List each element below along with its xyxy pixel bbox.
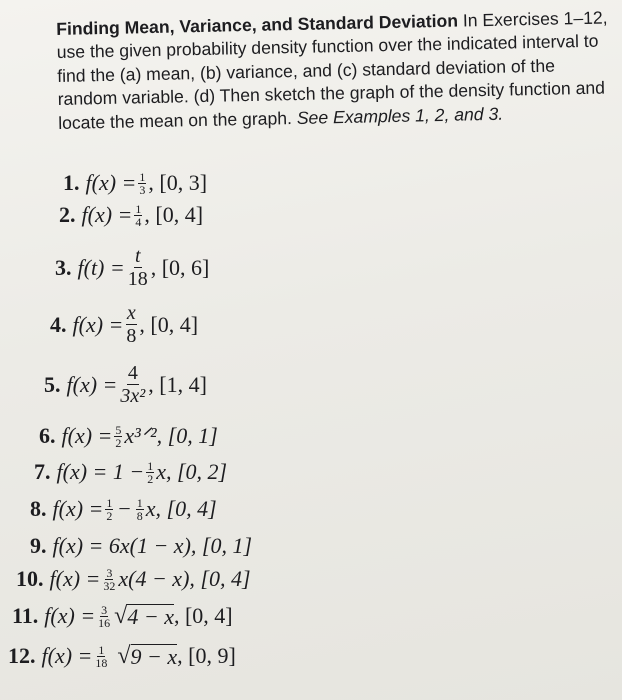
exercise-1	[63, 170, 207, 196]
fraction-numerator: 3	[106, 565, 113, 580]
function-lhs: f(x) =	[61, 423, 113, 448]
fraction-numerator: 1	[139, 169, 146, 184]
square-root	[114, 604, 174, 628]
exercise-number: 1.	[63, 170, 80, 195]
fraction-denominator: 18	[95, 655, 108, 670]
fraction-denominator: 4	[135, 214, 142, 229]
square-root	[117, 644, 177, 668]
fraction-denominator: 3x²	[120, 385, 146, 407]
exercise-number: 4.	[50, 311, 67, 337]
fraction	[127, 246, 149, 289]
exercise-number: 9.	[30, 533, 47, 558]
exercise-6	[39, 423, 218, 449]
function-lhs: f(x) =	[44, 603, 96, 628]
function-term: x(4 − x), [0, 4]	[118, 566, 251, 591]
interval: , [0, 3]	[148, 170, 208, 195]
fraction	[125, 303, 137, 346]
fraction-denominator: 8	[126, 325, 137, 347]
function-term: x, [0, 2]	[156, 459, 228, 484]
exercise-number: 7.	[34, 459, 51, 484]
fraction	[134, 203, 142, 228]
exercise-3	[55, 246, 209, 289]
minus-sign: −	[118, 496, 131, 521]
interval: , [0, 4]	[173, 603, 233, 628]
example-references: See Examples 1, 2, and 3.	[296, 103, 504, 128]
exercise-4	[50, 303, 198, 346]
function-lhs: f(x) = 1 −	[56, 459, 145, 484]
function-lhs: f(x) =	[49, 566, 101, 591]
fraction-numerator: 1	[98, 642, 105, 657]
fraction	[94, 644, 108, 669]
fraction-numerator: 5	[115, 422, 122, 437]
radical-sign: √	[117, 642, 131, 669]
exercise-11	[12, 603, 233, 629]
exercise-number: 2.	[59, 202, 76, 227]
exercise-number: 5.	[44, 371, 61, 397]
radical-sign: √	[114, 602, 128, 629]
interval: , [0, 4]	[139, 311, 199, 337]
function-lhs: f(x) =	[66, 371, 118, 397]
exercise-number: 6.	[39, 423, 56, 448]
fraction-numerator: 1	[136, 495, 143, 510]
exercise-9	[30, 533, 252, 559]
fraction-numerator: 4	[127, 362, 138, 384]
fraction	[146, 460, 154, 485]
exercise-10	[16, 566, 251, 592]
exercise-number: 10.	[16, 566, 44, 591]
fraction	[102, 567, 116, 592]
exercise-number: 12.	[8, 643, 36, 668]
interval: , [0, 9]	[177, 643, 236, 668]
exercise-12	[8, 643, 236, 669]
function-lhs: f(x) =	[81, 202, 133, 227]
exercise-2	[59, 202, 203, 228]
fraction-denominator: 16	[98, 615, 111, 630]
fraction-denominator: 2	[106, 508, 113, 523]
fraction	[97, 604, 111, 629]
interval: , [0, 4]	[144, 202, 204, 227]
function-lhs: f(x) =	[52, 496, 104, 521]
interval: , [0, 6]	[150, 254, 210, 280]
function-lhs: f(x) =	[85, 170, 137, 195]
fraction	[114, 424, 122, 449]
section-title: Finding Mean, Variance, and Standard Deviation	[56, 10, 459, 39]
exercise-number: 11.	[12, 603, 39, 628]
fraction-denominator: 3	[139, 182, 146, 197]
function-lhs: f(x) = 6x(1 − x), [0, 1]	[52, 533, 253, 558]
fraction-numerator: t	[134, 245, 141, 267]
fraction-numerator: x	[126, 302, 136, 324]
fraction-numerator: 3	[101, 602, 108, 617]
function-lhs: f(t) =	[77, 254, 125, 280]
fraction-denominator: 2	[147, 471, 154, 486]
function-term: x³ᐟ², [0, 1]	[124, 423, 218, 448]
exercise-number: 8.	[30, 496, 47, 521]
fraction	[136, 497, 144, 522]
instructions-paragraph	[56, 6, 618, 135]
exercise-number: 3.	[55, 254, 72, 280]
fraction-numerator: 1	[135, 201, 142, 216]
fraction-denominator: 32	[103, 578, 116, 593]
fraction-numerator: 1	[106, 495, 113, 510]
exercise-8	[30, 496, 217, 522]
fraction	[105, 497, 113, 522]
fraction	[138, 171, 146, 196]
fraction	[119, 363, 146, 406]
function-lhs: f(x) =	[41, 643, 93, 668]
interval: , [1, 4]	[148, 371, 207, 397]
instructions-body: In Exercises 1–12, use the given probability density function over the indicated interval to find the (a) mean, (b) variance, and (c) standard deviation of the random variable. (d) Then sketch the graph of the density function and locate the mean on the graph.	[56, 7, 608, 133]
fraction-denominator: 18	[127, 268, 148, 290]
function-lhs: f(x) =	[72, 311, 124, 337]
exercise-7	[34, 459, 227, 485]
fraction-denominator: 2	[115, 435, 122, 450]
radicand: 4 − x	[127, 603, 174, 629]
fraction-numerator: 1	[147, 458, 154, 473]
exercise-5	[44, 363, 207, 406]
radicand: 9 − x	[130, 643, 178, 669]
function-term: x, [0, 4]	[145, 496, 217, 521]
fraction-denominator: 8	[136, 508, 143, 523]
